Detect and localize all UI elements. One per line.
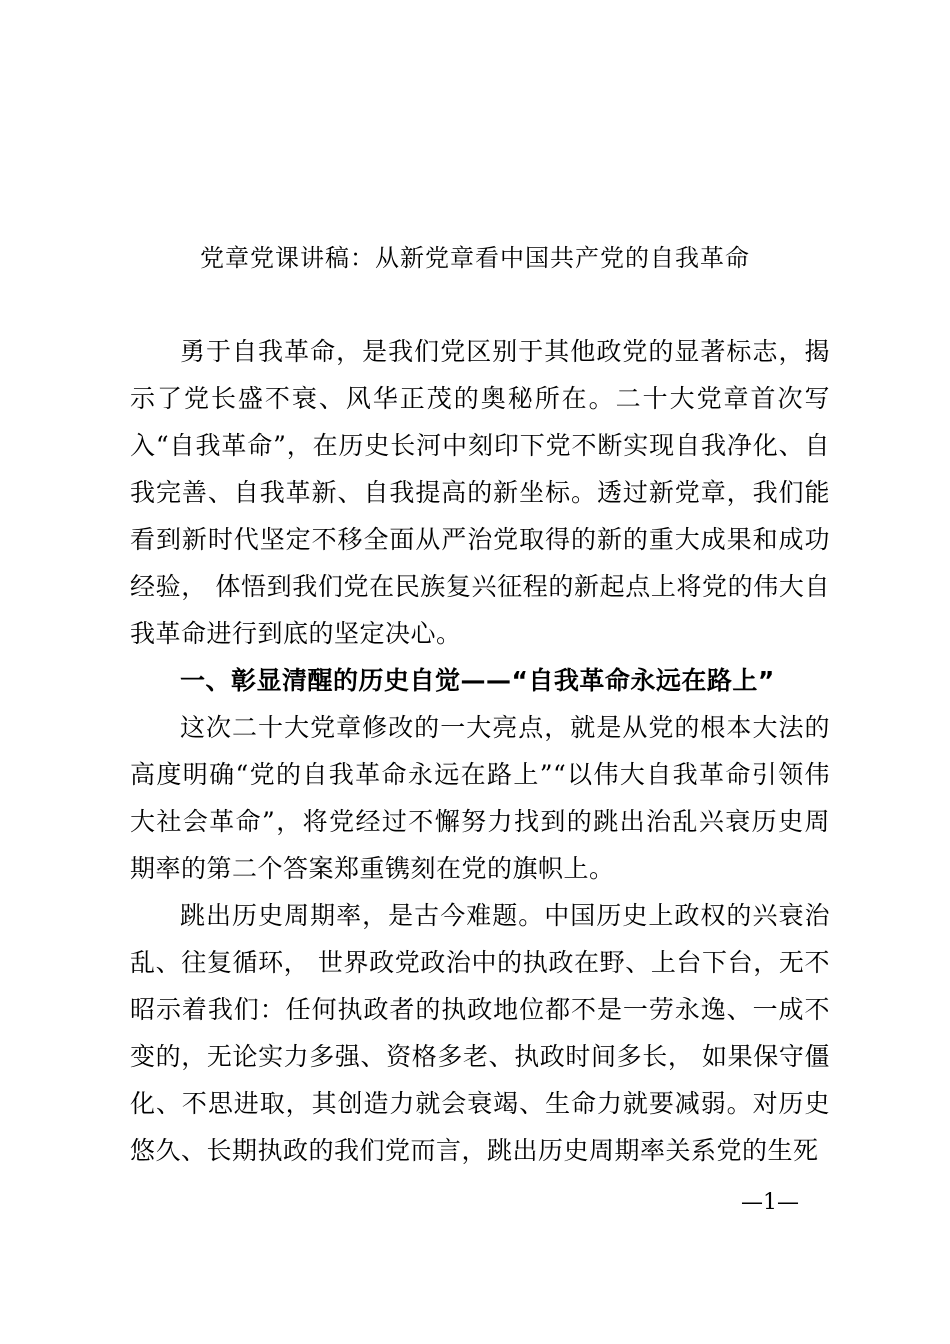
section-heading: 一、彰显清醒的历史自觉——“自我革命永远在路上” xyxy=(180,666,775,695)
page-number: —1— xyxy=(741,1190,799,1215)
document-body xyxy=(130,328,830,1174)
paragraph-amendment: 这次二十大党章修改的一大亮点，就是从党的根本大法的高度明确“党的自我革命永远在路上”“以伟大自我革命引领伟大社会革命”，将党经过不懈努力找到的跳出治乱兴衰历史周期率的第二个答案郑重镌刻在党的旗帜上。 xyxy=(130,713,830,883)
page-title: 党章党课讲稿：从新党章看中国共产党的自我革命 xyxy=(200,244,750,272)
paragraph-history-cycle: 跳出历史周期率，是古今难题。中国历史上政权的兴衰治乱、往复循环， 世界政党政治中的执政在野、上台下台，无不昭示着我们：任何执政者的执政地位都不是一劳永逸、一成不变的，无论实力多强、资格多老、执政时间多长， 如果保守僵化、不思进取，其创造力就会衰竭、生命力就要减弱。对历史悠久、长期执政的我们党而言，跳出历史周期率关系党的生死 xyxy=(130,901,830,1165)
paragraph-intro: 勇于自我革命，是我们党区别于其他政党的显著标志，揭示了党长盛不衰、风华正茂的奥秘所在。二十大党章首次写入“自我革命”，在历史长河中刻印下党不断实现自我净化、自我完善、自我革新、自我提高的新坐标。透过新党章，我们能看到新时代坚定不移全面从严治党取得的新的重大成果和成功经验， 体悟到我们党在民族复兴征程的新起点上将党的伟大自我革命进行到底的坚定决心。 xyxy=(130,337,830,648)
